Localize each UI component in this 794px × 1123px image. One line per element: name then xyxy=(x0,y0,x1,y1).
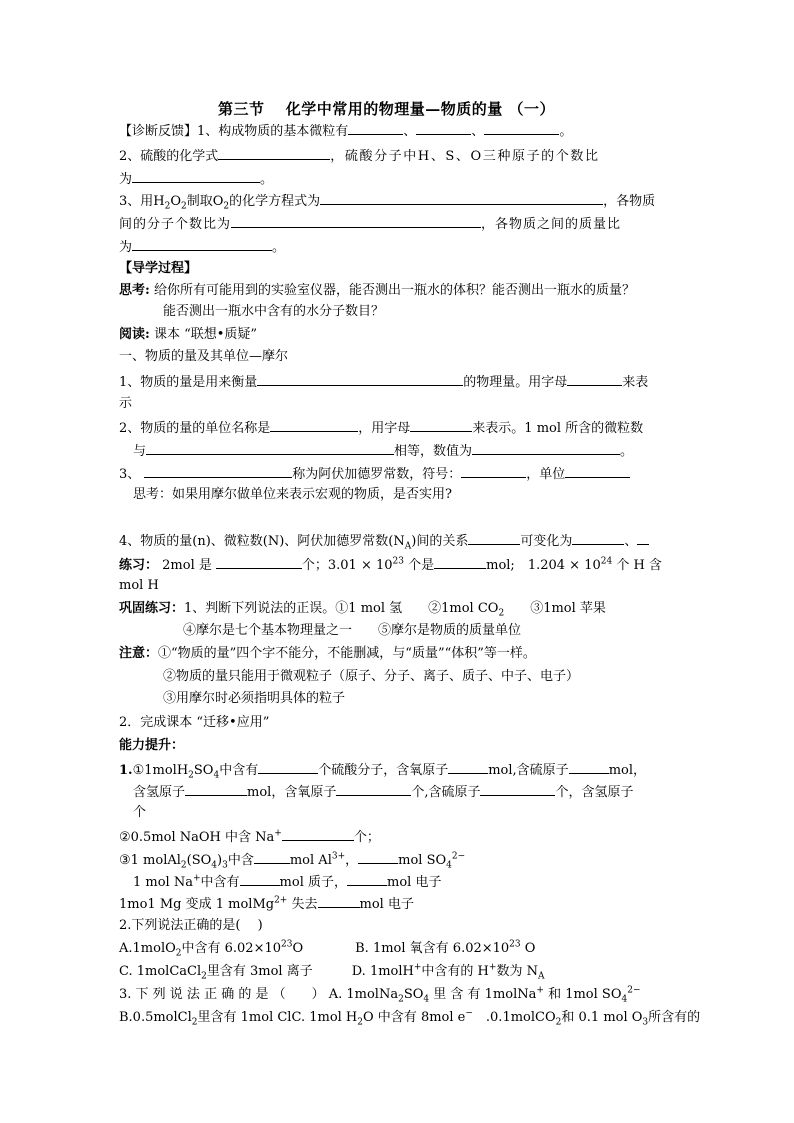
note-line-2: ②物质的量只能用于微观粒子（原子、分子、离子、质子、中子、电子） xyxy=(163,669,580,684)
answer-blank[interactable] xyxy=(468,531,520,545)
answer-blank[interactable] xyxy=(410,418,472,432)
answer-blank[interactable] xyxy=(240,872,280,886)
page-title: 第三节 化学中常用的物理量—物质的量 （一） xyxy=(218,100,555,118)
answer-blank[interactable] xyxy=(144,464,292,478)
diagnosis-line-2: 2、硫酸的化学式 ，硫酸分子中H、S、O三种原子的个数比 xyxy=(119,146,600,166)
section-heading-guide: 【导学过程】 xyxy=(119,261,198,276)
answer-blank[interactable] xyxy=(231,214,481,228)
ability-q1-line-2: 含氢原子 mol，含氧原子 个,含硫原子 个，含氢原子 xyxy=(133,782,633,802)
answer-blank[interactable] xyxy=(216,555,302,569)
answer-blank[interactable] xyxy=(282,827,354,841)
diagnosis-line-1: 【诊断反馈】1、构成物质的基本微粒有 、 、 。 xyxy=(119,121,572,141)
answer-blank[interactable] xyxy=(270,418,358,432)
exercise-line-1: 练习： 2mol 是 个；$3.01 \times 10^{23}$ 个是 mol; $1.204 \times 10^{24}$ 个 H 含 xyxy=(119,556,662,573)
ability-q1-line-3: 个 xyxy=(133,805,147,820)
note-line-3: ③用摩尔时必须指明具体的粒子 xyxy=(163,691,346,706)
answer-blank[interactable] xyxy=(257,372,463,386)
question-1-line-1: 1、物质的量是用来衡量 的物理量。用字母 来表 xyxy=(119,372,648,392)
question-4-line: 4、物质的量(n)、微粒数(N)、阿伏加德罗常数$(N_A)$间的关系 可变化为 、 xyxy=(119,531,649,551)
ability-q3-line-1: 3. 下 列 说 法 正 确 的 是 （ ） A. $1molNa_2SO_4$ 里 含 有 1molNa+ 和 1mol $SO_4^{2-}$ xyxy=(119,985,641,1005)
section-heading-mole: 一、物质的量及其单位—摩尔 xyxy=(119,349,289,364)
answer-blank[interactable] xyxy=(434,555,486,569)
diagnosis-line-4: 3、用$H_2O_2$制取$O_2$的化学方程式为 ，各物质 xyxy=(119,191,655,211)
think-question-line-1: 思考: 给你所有可能用到的实验室仪器，能否测出一瓶水的体积？能否测出一瓶水的质量？ xyxy=(119,283,635,298)
answer-blank[interactable] xyxy=(416,121,471,135)
answer-blank[interactable] xyxy=(484,121,559,135)
answer-blank[interactable] xyxy=(461,464,526,478)
answer-blank[interactable] xyxy=(185,782,247,796)
note-line-1: 注意：①“物质的量”四个字不能分，不能删减，与“质量”“体积”等一样。 xyxy=(119,646,536,661)
ability-q3-line-2: B.0.5molCl$_2$里含有 1mol ClC. 1mol $H_2O$ 中含有 8mol e− .0.1molCO$_2$和 0.1 mol $O_3$所含有的 xyxy=(119,1008,701,1028)
answer-blank[interactable] xyxy=(448,760,488,774)
answer-blank[interactable] xyxy=(218,146,330,160)
question-3-line-1: 3、 称为阿伏加德罗常数，符号： ，单位 xyxy=(119,464,630,484)
answer-blank[interactable] xyxy=(637,531,649,545)
answer-blank[interactable] xyxy=(258,760,318,774)
ability-q1-part-2: ②0.5mol NaOH 中含 Na+ 个； xyxy=(119,828,380,845)
textbook-task-line: 2．完成课本 “迁移•应用” xyxy=(119,715,270,730)
answer-blank[interactable] xyxy=(347,872,387,886)
ability-q1-part-4: 1 mol Na+中含有 mol 质子， mol 电子 xyxy=(133,873,442,890)
ability-q2-stem: 2.下列说法正确的是( ) xyxy=(119,918,263,933)
diagnosis-line-3: 为 。 xyxy=(119,169,273,189)
ability-q1-part-5: 1mo1 Mg 变成 1 molMg$^{2+}$ 失去 mol 电子 xyxy=(119,895,414,912)
answer-blank[interactable] xyxy=(480,782,555,796)
question-2-line-1: 2、物质的量的单位名称是 ，用字母 来表示。1 mol 所含的微粒数 xyxy=(119,418,643,438)
ability-q1-part-3: ③1 $molAl_2(SO_4)_3$中含 mol $Al^{3+}$， mol $SO_4^{2-}$ xyxy=(119,851,466,871)
ability-q2-options-cd: C. 1molCaCl$_2$里含有 3mol 离子 D. 1molH+中含有的 H+数为 $N_A$ xyxy=(119,962,545,982)
answer-blank[interactable] xyxy=(358,850,398,864)
answer-blank[interactable] xyxy=(320,191,603,205)
consolidation-line-1: 巩固练习：1、判断下列说法的正误。①1 mol 氢 ②1mol $CO_2$ ③1mol 苹果 xyxy=(119,601,606,619)
question-3-think: 思考：如果用摩尔做单位来表示宏观的物质，是否实用? xyxy=(133,487,452,502)
ability-q1-line-1: $1.①1molH_2SO_4$中含有 个硫酸分子，含氧原子 mol,含硫原子 mol， xyxy=(119,760,646,780)
answer-blank[interactable] xyxy=(318,894,360,908)
answer-blank[interactable] xyxy=(348,121,403,135)
answer-blank[interactable] xyxy=(132,169,260,183)
consolidation-line-2: ④摩尔是七个基本物理量之一 ⑤摩尔是物质的质量单位 xyxy=(183,623,522,638)
question-1-line-2: 示 xyxy=(119,396,133,411)
think-question-line-2: 能否测出一瓶水中含有的水分子数目？ xyxy=(163,304,385,319)
answer-blank[interactable] xyxy=(572,531,624,545)
answer-blank[interactable] xyxy=(567,372,622,386)
reading-line: 阅读: 课本 “联想•质疑” xyxy=(119,327,258,342)
answer-blank[interactable] xyxy=(569,760,609,774)
diagnosis-line-6: 为 。 xyxy=(119,237,285,257)
ability-q2-options-ab: A.1molO$_2$中含有 $6.02\times 10^{23}O$ B. 1mol 氧含有 $6.02\times 10^{23}$ O xyxy=(119,939,536,959)
answer-blank[interactable] xyxy=(472,441,620,455)
answer-blank[interactable] xyxy=(565,464,630,478)
answer-blank[interactable] xyxy=(132,237,272,251)
answer-blank[interactable] xyxy=(146,441,394,455)
diagnosis-line-5: 间的分子个数比为 ，各物质之间的质量比 xyxy=(119,214,621,234)
section-heading-ability: 能力提升： xyxy=(119,738,185,753)
answer-blank[interactable] xyxy=(336,782,411,796)
exercise-line-2: mol H xyxy=(119,578,159,593)
answer-blank[interactable] xyxy=(254,850,290,864)
question-2-line-2: 与 相等，数值为 。 xyxy=(133,441,633,461)
